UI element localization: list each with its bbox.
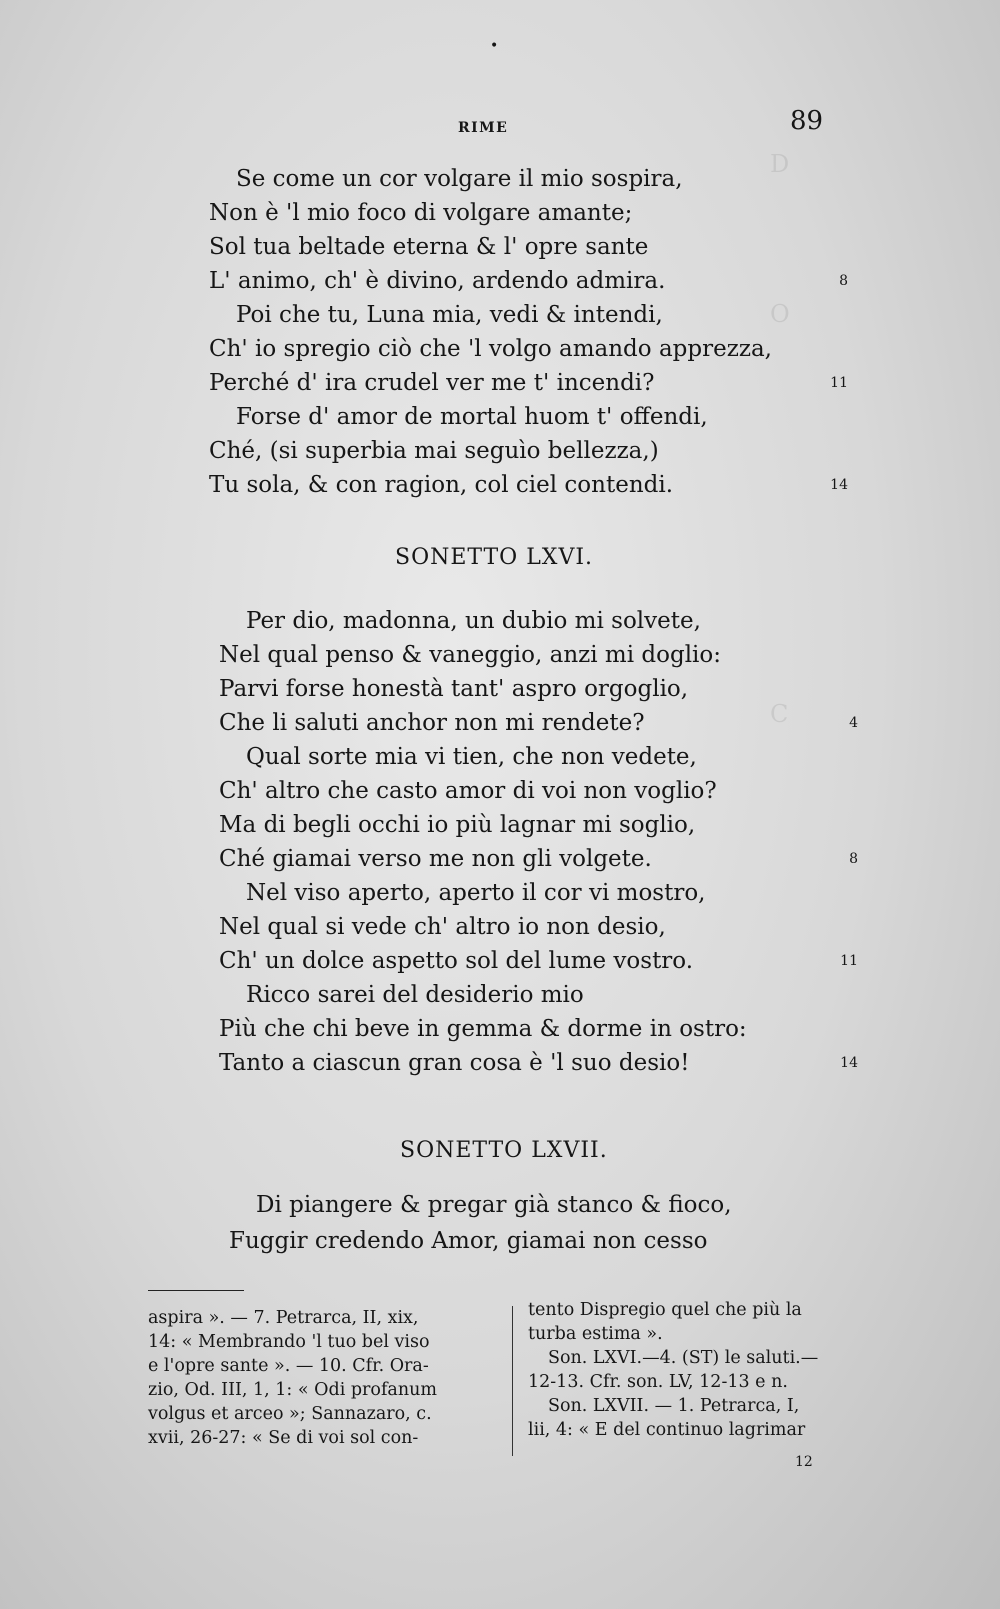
verse-line: Non è 'l mio foco di volgare amante; xyxy=(209,200,633,226)
bleed-through-decoration: O xyxy=(770,300,790,328)
line-number: 11 xyxy=(830,375,848,391)
printer-mark: • xyxy=(490,38,499,54)
bleed-through-decoration: C xyxy=(770,700,789,728)
footnote-line: Son. LXVII. — 1. Petrarca, I, xyxy=(548,1396,800,1416)
page-number: 89 xyxy=(790,106,824,136)
verse-line: Per dio, madonna, un dubio mi solvete, xyxy=(246,608,701,634)
verse-line: Nel viso aperto, aperto il cor vi mostro, xyxy=(246,880,706,906)
verse-line: Più che chi beve in gemma & dorme in ostro: xyxy=(219,1016,747,1042)
verse-line: Ch' un dolce aspetto sol del lume vostro. xyxy=(219,948,694,974)
line-number: 8 xyxy=(839,273,848,289)
footnote-line: Son. LXVI.—4. (ST) le saluti.— xyxy=(548,1348,819,1368)
verse-line: Se come un cor volgare il mio sospira, xyxy=(236,166,683,192)
verse-line: Tanto a ciascun gran cosa è 'l suo desio! xyxy=(219,1050,690,1076)
verse-line: Ché, (si superbia mai seguìo bellezza,) xyxy=(209,438,659,464)
bleed-through-decoration: D xyxy=(770,150,790,178)
verse-line: Nel qual penso & vaneggio, anzi mi doglio: xyxy=(219,642,722,668)
verse-line: Ch' altro che casto amor di voi non voglio? xyxy=(219,778,717,804)
line-number: 8 xyxy=(849,851,858,867)
verse-line: Che li saluti anchor non mi rendete? xyxy=(219,710,645,736)
footnote-line: zio, Od. III, 1, 1: « Odi profanum xyxy=(148,1380,437,1400)
verse-line: Ma di begli occhi io più lagnar mi soglio, xyxy=(219,812,696,838)
verse-line: Sol tua beltade eterna & l' opre sante xyxy=(209,234,649,260)
verse-line: Perché d' ira crudel ver me t' incendi? xyxy=(209,370,655,396)
footnote-line: e l'opre sante ». — 10. Cfr. Ora- xyxy=(148,1356,429,1376)
footnote-rule xyxy=(148,1290,244,1291)
verse-line: Forse d' amor de mortal huom t' offendi, xyxy=(236,404,708,430)
footnote-column-divider xyxy=(512,1306,513,1456)
footnote-line: 14: « Membrando 'l tuo bel viso xyxy=(148,1332,430,1352)
footnote-line: turba estima ». xyxy=(528,1324,663,1344)
verse-line: Ricco sarei del desiderio mio xyxy=(246,982,584,1008)
signature-mark: 12 xyxy=(795,1454,813,1470)
verse-line: Fuggir credendo Amor, giamai non cesso xyxy=(229,1228,708,1254)
footnote-line: volgus et arceo »; Sannazaro, c. xyxy=(148,1404,432,1424)
verse-line: Nel qual si vede ch' altro io non desio, xyxy=(219,914,666,940)
footnote-line: 12-13. Cfr. son. LV, 12-13 e n. xyxy=(528,1372,788,1392)
verse-line: Ch' io spregio ciò che 'l volgo amando apprezza, xyxy=(209,336,772,362)
footnote-line: aspira ». — 7. Petrarca, II, xix, xyxy=(148,1308,419,1328)
line-number: 4 xyxy=(849,715,858,731)
line-number: 14 xyxy=(840,1055,858,1071)
verse-line: Qual sorte mia vi tien, che non vedete, xyxy=(246,744,697,770)
line-number: 14 xyxy=(830,477,848,493)
footnote-line: tento Dispregio quel che più la xyxy=(528,1300,802,1320)
verse-line: Di piangere & pregar già stanco & fioco, xyxy=(256,1192,732,1218)
sonnet-title: SONETTO LXVII. xyxy=(400,1138,608,1163)
verse-line: Ché giamai verso me non gli volgete. xyxy=(219,846,652,872)
footnote-line: xvii, 26-27: « Se di voi sol con- xyxy=(148,1428,419,1448)
footnote-line: lii, 4: « E del continuo lagrimar xyxy=(528,1420,806,1440)
running-head: RIME xyxy=(458,120,509,136)
verse-line: Tu sola, & con ragion, col ciel contendi. xyxy=(209,472,674,498)
verse-line: L' animo, ch' è divino, ardendo admira. xyxy=(209,268,666,294)
line-number: 11 xyxy=(840,953,858,969)
verse-line: Poi che tu, Luna mia, vedi & intendi, xyxy=(236,302,663,328)
verse-line: Parvi forse honestà tant' aspro orgoglio, xyxy=(219,676,689,702)
sonnet-title: SONETTO LXVI. xyxy=(395,545,594,570)
